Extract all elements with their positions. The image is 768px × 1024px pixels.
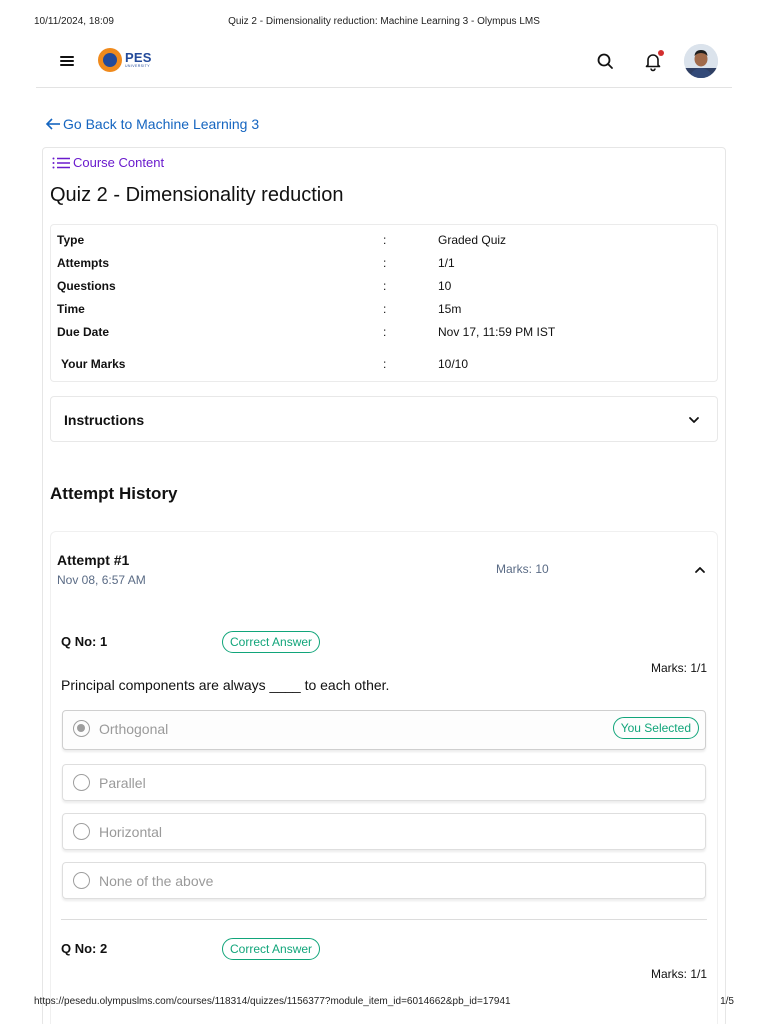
chevron-down-icon: [687, 413, 701, 427]
detail-label: Questions: [57, 279, 116, 293]
detail-value: 1/1: [438, 256, 455, 270]
detail-row-time: [51, 302, 717, 320]
attempt-title: Attempt #1: [57, 552, 130, 568]
notification-dot: [658, 50, 664, 56]
question-marks: Marks: 1/1: [650, 967, 707, 981]
answer-option[interactable]: [62, 813, 706, 850]
detail-separator: :: [383, 256, 387, 270]
logo-emblem: [98, 48, 122, 72]
question-number: Q No: 1: [61, 634, 108, 649]
search-icon[interactable]: [594, 50, 616, 72]
pes-university-logo[interactable]: [98, 47, 152, 73]
option-label: None of the above: [99, 873, 214, 889]
correct-answer-badge: Correct Answer: [222, 631, 320, 653]
answer-option[interactable]: [62, 862, 706, 899]
user-avatar[interactable]: [684, 44, 718, 78]
detail-value: 10: [438, 279, 452, 293]
detail-row-questions: [51, 279, 717, 297]
course-content-label: Course Content: [73, 155, 165, 170]
logo-text: PES: [125, 50, 152, 66]
answer-option[interactable]: [62, 710, 706, 750]
top-navbar: [36, 36, 732, 88]
instructions-label: Instructions: [64, 412, 145, 428]
logo-subtext: UNIVERSITY: [125, 64, 151, 69]
detail-value: Nov 17, 11:59 PM IST: [438, 325, 556, 339]
detail-value: Graded Quiz: [438, 233, 507, 247]
detail-row-due-date: [51, 325, 717, 343]
print-datetime: 10/11/2024, 18:09: [34, 16, 114, 27]
radio-empty-icon: [73, 823, 90, 840]
course-content-link[interactable]: [52, 155, 164, 170]
detail-label: Time: [57, 302, 85, 316]
detail-label: Type: [57, 233, 85, 247]
detail-row-your-marks: [51, 357, 717, 375]
back-link-label: Go Back to Machine Learning 3: [63, 116, 260, 132]
print-url: https://pesedu.olympuslms.com/courses/118314/quizzes/1156377?module_item_id=6014662&pb_id=17941: [34, 996, 511, 1007]
detail-label: Due Date: [57, 325, 110, 339]
attempt-date: Nov 08, 6:57 AM: [57, 573, 146, 587]
radio-selected-icon: [73, 720, 90, 737]
option-label: Horizontal: [99, 824, 163, 840]
radio-empty-icon: [73, 872, 90, 889]
detail-label: Attempts: [57, 256, 110, 270]
option-label: Parallel: [99, 775, 146, 791]
question-divider: [61, 919, 707, 920]
detail-row-type: [51, 233, 717, 251]
notification-bell-icon[interactable]: [642, 50, 664, 72]
detail-separator: :: [383, 325, 387, 339]
detail-separator: :: [383, 279, 387, 293]
question-text: Principal components are always ____ to each other.: [61, 677, 390, 693]
back-to-course-link[interactable]: [45, 116, 259, 132]
arrow-left-icon: [45, 118, 61, 130]
detail-value: 10/10: [438, 357, 469, 371]
print-page-title: Quiz 2 - Dimensionality reduction: Machine Learning 3 - Olympus LMS: [228, 16, 540, 27]
you-selected-badge: You Selected: [613, 717, 699, 739]
option-label: Orthogonal: [99, 721, 169, 737]
correct-answer-badge: Correct Answer: [222, 938, 320, 960]
attempt-history-heading: Attempt History: [50, 484, 178, 503]
instructions-accordion[interactable]: [50, 396, 718, 442]
print-footer: [34, 996, 734, 1010]
question-number: Q No: 2: [61, 941, 108, 956]
chevron-up-icon[interactable]: [693, 563, 707, 577]
detail-separator: :: [383, 357, 387, 371]
detail-row-attempts: [51, 256, 717, 274]
radio-empty-icon: [73, 774, 90, 791]
question-marks: Marks: 1/1: [650, 661, 707, 675]
print-page-number: 1/5: [720, 996, 734, 1007]
detail-separator: :: [383, 302, 387, 316]
attempt-marks: Marks: 10: [496, 562, 549, 576]
detail-separator: :: [383, 233, 387, 247]
list-icon: [52, 157, 70, 169]
page-title: Quiz 2 - Dimensionality reduction: [50, 184, 344, 206]
hamburger-menu-icon[interactable]: [60, 56, 74, 66]
print-header: [34, 16, 734, 30]
answer-option[interactable]: [62, 764, 706, 801]
detail-value: 15m: [438, 302, 462, 316]
quiz-details-table: [50, 224, 718, 382]
detail-label: Your Marks: [61, 357, 126, 371]
